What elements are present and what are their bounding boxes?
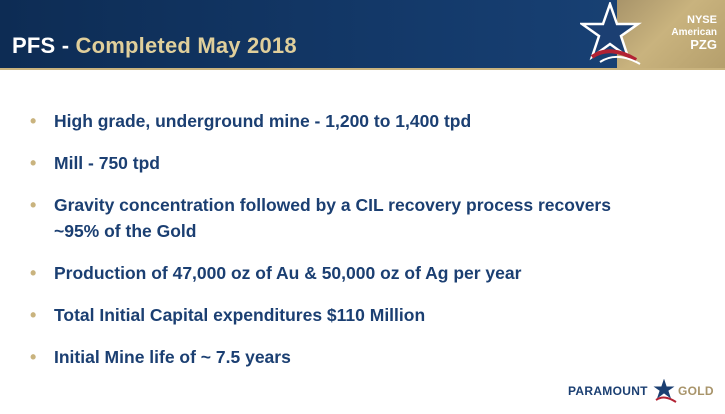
bullet-text: Initial Mine life of ~ 7.5 years [54,347,291,367]
header-divider [0,68,725,70]
title-main: PFS [12,33,56,58]
title-separator: - [55,33,76,58]
exchange-badge [580,0,725,68]
bullet-dot: • [30,347,37,367]
bullet-dot: • [30,111,37,131]
bullet-dot: • [30,263,37,283]
bullet-item [30,192,630,244]
bullet-item [30,344,710,370]
title-subtitle: Completed May 2018 [75,33,297,58]
bullet-item [30,302,710,328]
bullet-dot: • [30,305,37,325]
badge-line-ticker: PZG [690,37,717,53]
bullet-item [30,108,710,134]
bullet-text: Production of 47,000 oz of Au & 50,000 oz of Ag per year [54,263,522,283]
badge-line-american: American [671,26,717,38]
bullet-text: Gravity concentration followed by a CIL recovery process recovers ~95% of the Gold [54,195,611,241]
badge-text [671,14,717,53]
logo-word-gold: GOLD [678,384,714,398]
bullet-list [30,108,710,386]
bullet-dot: • [30,195,37,215]
star-icon [652,376,678,404]
slide-title [12,33,297,59]
bullet-item [30,260,710,286]
badge-line-nyse: NYSE [687,14,717,26]
bullet-text: Total Initial Capital expenditures $110 Million [54,305,426,325]
paramount-gold-logo [568,374,718,408]
bullet-text: Mill - 750 tpd [54,153,160,173]
star-icon [580,2,646,66]
bullet-item [30,150,710,176]
bullet-dot: • [30,153,37,173]
bullet-text: High grade, underground mine - 1,200 to 1,400 tpd [54,111,472,131]
logo-word-paramount: PARAMOUNT [568,384,648,398]
